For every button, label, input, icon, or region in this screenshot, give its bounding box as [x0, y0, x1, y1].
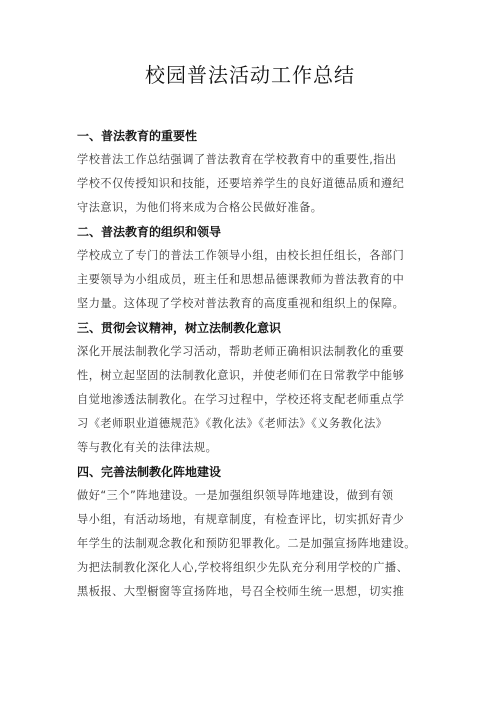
- section-paragraph: 深化开展法制教化学习活动，帮助老师正确相识法制教化的重要 性，树立起坚固的法制教化意识，并使老师们在日常教学中能够 自觉地渗透法制教化。在学习过程中，学校还将支配老师重点学 习《老师职业道德规范》《教化法》《老师法》《义务教化法》 等与教化有关的法律法规。: [77, 345, 405, 454]
- section-2: [77, 222, 427, 316]
- section-heading: 四、完善法制教化阵地建设: [77, 465, 222, 479]
- section-paragraph: 做好“三个”阵地建设。一是加强组织领导阵地建设，做到有领 导小组，有活动场地，有规章制度，有检查评比，切实抓好青少 年学生的法制观念教化和预防犯罪教化。二是加强宣扬阵地建设。 为把法制教化深化人心,学校将组织少先队充分利用学校的广播、 黑板报、大型橱窗等宣扬阵地，号召全校师生统一思想，切实推: [77, 489, 416, 598]
- document-body: [77, 126, 427, 606]
- section-paragraph: 学校普法工作总结强调了普法教育在学校教育中的重要性,指出 学校不仅传授知识和技能，还要培养学生的良好道德品质和遵纪 守法意识，为他们将来成为合格公民做好准备。: [77, 153, 405, 214]
- section-3: [77, 318, 427, 460]
- section-4: [77, 462, 427, 604]
- section-1: [77, 126, 427, 220]
- document-title: 校园普法活动工作总结: [145, 63, 355, 87]
- section-heading: 三、贯彻会议精神，树立法制教化意识: [77, 321, 282, 335]
- section-heading: 二、普法教育的组织和领导: [77, 225, 222, 239]
- section-paragraph: 学校成立了专门的普法工作领导小组，由校长担任组长，各部门 主要领导为小组成员，班主任和思想品德课教师为普法教育的中 坚力量。这体现了学校对普法教育的高度重视和组织上的保障。: [77, 249, 405, 310]
- section-heading: 一、普法教育的重要性: [77, 129, 198, 143]
